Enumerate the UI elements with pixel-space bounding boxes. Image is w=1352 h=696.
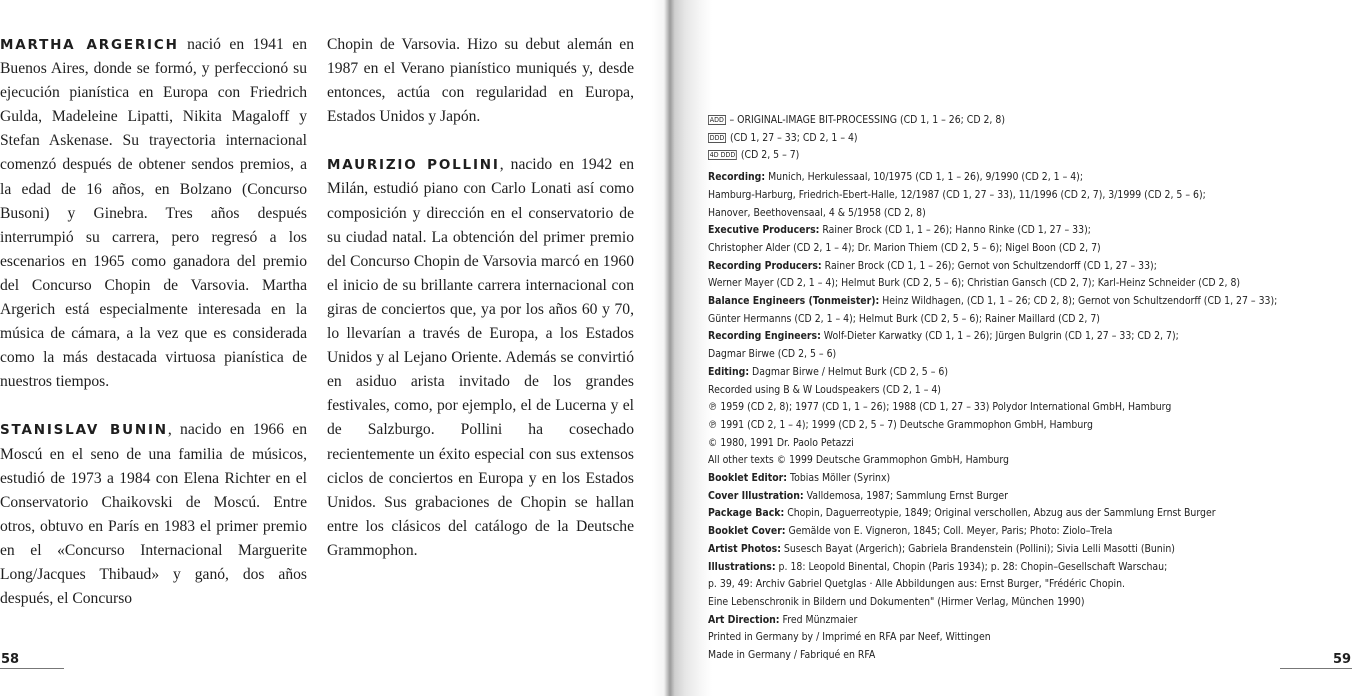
credit-line bbox=[708, 417, 1248, 435]
credit-text: Fred Münzmaier bbox=[779, 613, 858, 626]
credit-line bbox=[708, 435, 1248, 453]
credit-line bbox=[708, 187, 1248, 205]
credit-line bbox=[708, 275, 1248, 293]
credit-line bbox=[708, 523, 1248, 541]
credit-label: Booklet Editor: bbox=[708, 472, 788, 485]
credit-line bbox=[708, 169, 1248, 187]
recording-code-badge: DDD bbox=[709, 133, 725, 142]
left-column-1 bbox=[0, 33, 307, 635]
credit-text: Valldemosa, 1987; Sammlung Ernst Burger bbox=[803, 489, 1009, 502]
credit-label: Editing: bbox=[708, 365, 750, 378]
credit-label: Balance Engineers (Tonmeister): bbox=[708, 295, 880, 308]
credit-label: Illustrations: bbox=[708, 560, 776, 573]
credit-text: Munich, Herkulessaal, 10/1975 (CD 1, 1 – 26), 9/1990 (CD 2, 1 – 4); bbox=[765, 171, 1083, 184]
book-gutter bbox=[652, 0, 712, 696]
credit-text: Printed in Germany by / Imprimé en RFA par Neef, Wittingen bbox=[708, 631, 991, 644]
bio-argerich bbox=[0, 33, 307, 394]
recording-code-badge: ADD bbox=[709, 116, 724, 124]
credit-line bbox=[708, 647, 1248, 665]
credit-line bbox=[708, 240, 1248, 258]
credit-text: Made in Germany / Fabriqué en RFA bbox=[708, 649, 876, 662]
artist-name-bunin: STANISLAV BUNIN bbox=[0, 422, 168, 439]
credit-line bbox=[708, 505, 1248, 523]
credit-text: Hanover, Beethovensaal, 4 & 5/1958 (CD 2, 8) bbox=[708, 206, 926, 219]
credit-text: Eine Lebenschronik in Bildern und Dokumenten" (Hirmer Verlag, München 1990) bbox=[708, 595, 1085, 608]
credit-line bbox=[708, 346, 1248, 364]
credit-text: Chopin, Daguerreotypie, 1849; Original verschollen, Abzug aus der Sammlung Ernst Burger bbox=[784, 507, 1216, 520]
bio-bunin-continued: Chopin de Varsovia. Hizo su debut alemán en 1987 en el Verano pianístico muniqués y, desde entonces, actúa con regularidad en Europa, Estados Unidos y Japón. bbox=[327, 36, 634, 126]
credit-line bbox=[708, 258, 1248, 276]
credits-block bbox=[708, 112, 1278, 665]
credit-text: ℗ 1959 (CD 2, 8); 1977 (CD 1, 1 – 26); 1988 (CD 1, 27 – 33) Polydor International GmbH, Hamburg bbox=[708, 401, 1172, 414]
credit-line bbox=[708, 452, 1248, 470]
page-number-right: 59 bbox=[1333, 652, 1352, 667]
credit-label: Recording Engineers: bbox=[708, 330, 821, 343]
credit-text: Hamburg-Harburg, Friedrich-Ebert-Halle, 12/1987 (CD 1, 27 – 33), 11/1996 (CD 2, 7), 3/1999 (CD 2, 5 – 6); bbox=[708, 188, 1206, 201]
credit-label: Art Direction: bbox=[708, 613, 780, 626]
recording-codes bbox=[708, 112, 1248, 165]
code-line bbox=[708, 130, 1248, 148]
credit-line bbox=[708, 311, 1248, 329]
credit-text: Christopher Alder (CD 2, 1 – 4); Dr. Marion Thiem (CD 2, 5 – 6); Nigel Boon (CD 2, 7) bbox=[708, 241, 1101, 254]
credit-label: Booklet Cover: bbox=[708, 525, 786, 538]
credit-line bbox=[708, 328, 1248, 346]
credit-line bbox=[708, 382, 1248, 400]
credit-line bbox=[708, 629, 1248, 647]
credit-line bbox=[708, 612, 1248, 630]
bio-text-argerich: nació en 1941 en Buenos Aires, donde se formó, y perfeccionó su ejecución pianística en Europa con Friedrich Gulda, Madeleine Lipatti, Nikita Magaloff y Stefan Askenase. Su trayectoria internacional comenzó después de obtener sendos premios, a la edad de 16 años, en Bolzano (Concurso Busoni) y Ginebra. Tres años después interrumpió su carrera, pero regresó a los escenarios en 1965 como ganadora del premio del Concurso Chopin de Varsovia. Martha Argerich está especialmente interesada en la música de cámara, a la vez que es considerada como la más destacada virtuosa pianística de nuestros tiempos. bbox=[0, 36, 307, 391]
credit-text: Dagmar Birwe (CD 2, 5 – 6) bbox=[708, 348, 837, 361]
left-page bbox=[0, 0, 668, 696]
code-text: – ORIGINAL-IMAGE BIT-PROCESSING (CD 1, 1 – 26; CD 2, 8) bbox=[726, 114, 1005, 126]
credit-text: p. 39, 49: Archiv Gabriel Quetglas · Alle Abbildungen aus: Ernst Burger, "Frédéric Chopin. bbox=[708, 578, 1126, 591]
credit-line bbox=[708, 576, 1248, 594]
code-text: (CD 1, 27 – 33; CD 2, 1 – 4) bbox=[727, 131, 858, 144]
footer-rule-left bbox=[0, 668, 64, 669]
credit-line bbox=[708, 559, 1248, 577]
credit-line bbox=[708, 364, 1248, 382]
credit-text: Dagmar Birwe / Helmut Burk (CD 2, 5 – 6) bbox=[749, 365, 948, 378]
credit-label: Recording Producers: bbox=[708, 259, 822, 272]
recording-code-badge: 4D DDD bbox=[709, 151, 736, 160]
credit-text: © 1980, 1991 Dr. Paolo Petazzi bbox=[708, 436, 854, 449]
credit-line bbox=[708, 205, 1248, 223]
credit-text: Rainer Brock (CD 1, 1 – 26); Hanno Rinke (CD 1, 27 – 33); bbox=[819, 224, 1091, 237]
bio-text-bunin: , nacido en 1966 en Moscú en el seno de una familia de músicos, estudió de 1973 a 1984 con Elena Richter en el Conservatorio Chaikovski de Moscú. Entre otros, obtuvo en París en 1983 el primer premio en el «Concurso Internacional Marguerite Long/Jacques Thibaud» y ganó, dos años después, el Concurso bbox=[0, 421, 307, 608]
credit-label: Artist Photos: bbox=[708, 542, 781, 555]
credit-line bbox=[708, 399, 1248, 417]
credit-line bbox=[708, 594, 1248, 612]
credit-text: Werner Mayer (CD 2, 1 – 4); Helmut Burk (CD 2, 5 – 6); Christian Gansch (CD 2, 7); Karl-Heinz Schneider (CD 2, 8) bbox=[708, 277, 1241, 290]
credit-line bbox=[708, 222, 1248, 240]
credit-text: Heinz Wildhagen, (CD 1, 1 – 26; CD 2, 8); Gernot von Schultzendorff (CD 1, 27 – 33); bbox=[879, 295, 1278, 308]
artist-name-argerich: MARTHA ARGERICH bbox=[0, 37, 179, 53]
code-line bbox=[708, 112, 1248, 130]
credit-text: Gemälde von E. Vigneron, 1845; Coll. Meyer, Paris; Photo: Ziolo–Trela bbox=[785, 525, 1113, 538]
credit-text: Wolf-Dieter Karwatky (CD 1, 1 – 26); Jürgen Bulgrin (CD 1, 27 – 33; CD 2, 7); bbox=[820, 330, 1179, 343]
credit-text: Susesch Bayat (Argerich); Gabriela Brandenstein (Pollini); Sivia Lelli Masotti (Bunin) bbox=[780, 542, 1175, 555]
bio-text-pollini: , nacido en 1942 en Milán, estudió piano con Carlo Lonati así como composición y dirección en el conservatorio de su ciudad natal. La obtención del primer premio del Concurso Chopin de Varsovia marcó en 1960 el inicio de su brillante carrera internacional con giras de conciertos que, ya por los años 60 y 70, lo llevarían a través de Europa, a los Estados Unidos y al Lejano Oriente. Además se convirtió en asiduo arista invitado de los grandes festivales, como, por ejemplo, el de Lucerna y el de Salzburgo. Pollini ha cosechado recientemente un éxito especial con sus extensos ciclos de conciertos en Europa y en los Estados Unidos. Sus grabaciones de Chopin se hallan entre los clásicos del catálogo de la Deutsche Grammophon. bbox=[327, 156, 635, 559]
credit-text: Rainer Brock (CD 1, 1 – 26); Gernot von Schultzendorff (CD 1, 27 – 33); bbox=[821, 259, 1157, 272]
credit-label: Executive Producers: bbox=[708, 224, 820, 237]
page-number-left: 58 bbox=[1, 652, 20, 667]
credit-text: p. 18: Leopold Binental, Chopin (Paris 1934); p. 28: Chopin–Gesellschaft Warschau; bbox=[775, 560, 1168, 573]
credit-label: Cover Illustration: bbox=[708, 489, 804, 502]
credit-text: ℗ 1991 (CD 2, 1 – 4); 1999 (CD 2, 5 – 7) Deutsche Grammophon GmbH, Hamburg bbox=[708, 418, 1093, 431]
credit-label: Package Back: bbox=[708, 507, 785, 520]
artist-name-pollini: MAURIZIO POLLINI bbox=[327, 157, 500, 174]
credit-label: Recording: bbox=[708, 171, 766, 184]
credit-text: Tobias Möller (Syrinx) bbox=[787, 472, 891, 485]
credit-text: Günter Hermanns (CD 2, 1 – 4); Helmut Burk (CD 2, 5 – 6); Rainer Maillard (CD 2, 7) bbox=[708, 312, 1100, 325]
credit-line bbox=[708, 470, 1248, 488]
code-text: (CD 2, 5 – 7) bbox=[737, 149, 800, 162]
credit-line bbox=[708, 488, 1248, 506]
credit-text: Recorded using B & W Loudspeakers (CD 2, 1 – 4) bbox=[708, 383, 941, 396]
credit-line bbox=[708, 541, 1248, 559]
left-column-2 bbox=[327, 33, 634, 587]
footer-rule-right bbox=[1280, 668, 1352, 669]
bio-pollini bbox=[327, 153, 634, 563]
code-line bbox=[708, 147, 1248, 165]
credit-text: All other texts © 1999 Deutsche Grammophon GmbH, Hamburg bbox=[708, 454, 1009, 467]
credit-lines bbox=[708, 169, 1278, 665]
bio-bunin bbox=[0, 418, 307, 611]
credit-line bbox=[708, 293, 1278, 311]
